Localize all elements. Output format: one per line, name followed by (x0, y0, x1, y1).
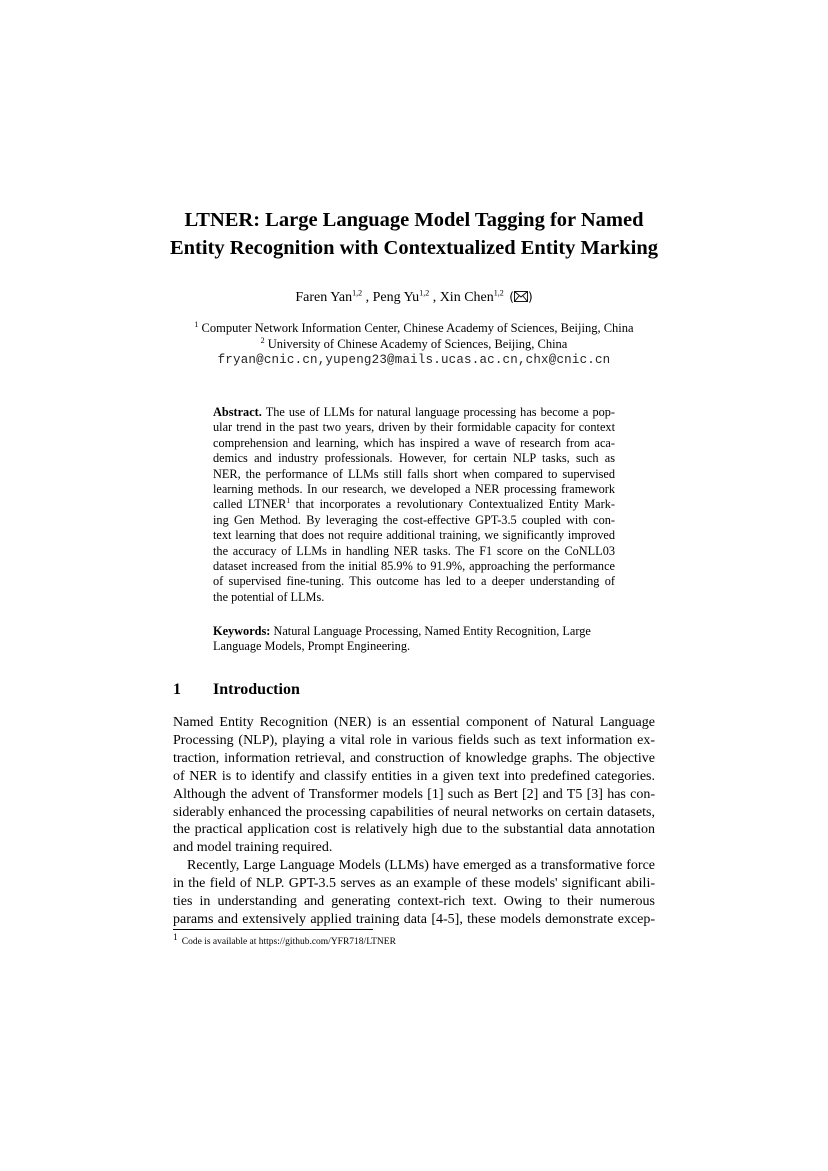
affiliations (100, 320, 728, 368)
affil-text: Computer Network Information Center, Chinese Academy of Sciences, Beijing, China (201, 321, 634, 335)
author-name: Peng Yu (372, 290, 420, 305)
abstract-line (213, 405, 615, 420)
section-number: 1 (173, 681, 181, 698)
footnote-mark: 1 (173, 932, 178, 943)
abstract-text: called LTNER (213, 497, 287, 512)
author-separator: , (429, 290, 440, 305)
abstract-text: that incorporates a revolutionary Contextualized Entity Mark- (295, 497, 615, 512)
body-line: ties in understanding and generating context-rich text. Owing to their numerous (173, 894, 655, 910)
body-line: in the field of NLP. GPT-3.5 serves as an example of these models' significant abili- (173, 876, 655, 892)
affiliation-1 (100, 320, 728, 336)
body-line: Recently, Large Language Models (LLMs) have emerged as a transformative force (187, 858, 655, 874)
body-line: and model training required. (173, 840, 333, 856)
paper-title (100, 206, 728, 262)
body-line: traction, information retrieval, and construction of knowledge graphs. The objective (173, 750, 655, 766)
body-line: Named Entity Recognition (NER) is an essential component of Natural Language (173, 715, 655, 730)
affil-text: University of Chinese Academy of Sciences, Beijing, China (267, 337, 568, 351)
body-line: siderably enhanced the processing capabilities of neural networks on certain datasets, (173, 804, 655, 820)
body-line: Processing (NLP), playing a vital role in various fields such as text information ex- (173, 732, 655, 748)
author-affil-mark: 1,2 (493, 288, 504, 298)
footnote-ref: 1 (286, 496, 291, 506)
footnote-divider (173, 929, 373, 930)
keywords-line: Language Models, Prompt Engineering. (213, 639, 411, 654)
body-line: params and extensively applied training data [4-5], these models demonstrate excep- (173, 911, 655, 927)
author-affil-mark: 1,2 (352, 288, 363, 298)
abstract-line (213, 497, 615, 512)
abstract-line: learning methods. In our research, we developed a NER processing framework (213, 482, 615, 497)
abstract-line: ing Gen Method. By leveraging the cost-effective GPT-3.5 coupled with con- (213, 512, 615, 527)
keywords (213, 624, 615, 655)
affiliation-2 (100, 336, 728, 352)
keywords-text: Natural Language Processing, Named Entity Recognition, Large (270, 624, 591, 638)
keywords-label: Keywords: (213, 624, 271, 638)
abstract-label: Abstract. (213, 405, 262, 419)
abstract-line: ular trend in the past two years, driven by their formidable capacity for context (213, 420, 615, 435)
title-line-1: LTNER: Large Language Model Tagging for Named (184, 209, 644, 231)
abstract-line: of supervised fine-tuning. This outcome has led to a deeper understanding of (213, 574, 615, 589)
abstract-line: NER, the performance of LLMs still falls short when compared to supervised (213, 466, 615, 481)
abstract (213, 405, 615, 605)
body-line: Although the advent of Transformer models [1] such as Bert [2] and T5 [3] has con- (173, 786, 655, 802)
author-name: Faren Yan (295, 290, 353, 305)
author-list (100, 288, 728, 307)
envelope-icon: ( ) (509, 290, 533, 304)
section-heading (173, 680, 300, 700)
abstract-line: the potential of LLMs. (213, 589, 325, 604)
affil-mark: 2 (260, 335, 265, 345)
abstract-line: text learning that does not require additional training, we significantly improved (213, 528, 615, 543)
abstract-text: The use of LLMs for natural language processing has become a pop- (261, 405, 615, 419)
title-line-2: Entity Recognition with Contextualized Entity Marking (169, 237, 659, 259)
author-affil-mark: 1,2 (419, 288, 430, 298)
author-name: Xin Chen (439, 290, 494, 305)
author-emails: fryan@cnic.cn,yupeng23@mails.ucas.ac.cn,chx@cnic.cn (217, 353, 611, 367)
footnote-text: Code is available at https://github.com/YFR718/LTNER (181, 937, 396, 947)
abstract-line: demics and industry professionals. However, for certain NLP tasks, such as (213, 451, 615, 466)
abstract-line: comprehension and learning, which has inspired a wave of research from aca- (213, 435, 615, 450)
keywords-line (213, 624, 615, 639)
abstract-line: the accuracy of LLMs in handling NER tasks. The F1 score on the CoNLL03 (213, 543, 615, 558)
abstract-line: dataset increased from the initial 85.9% to 91.9%, approaching the performance (213, 559, 615, 574)
body-line: the practical application cost is relatively high due to the substantial data annotation (173, 822, 655, 838)
introduction-body (173, 714, 655, 929)
body-line: of NER is to identify and classify entities in a given text into predefined categories. (173, 768, 655, 784)
affil-mark: 1 (194, 319, 199, 329)
author-separator: , (362, 290, 373, 305)
footnote (173, 932, 396, 948)
section-title: Introduction (213, 681, 300, 698)
